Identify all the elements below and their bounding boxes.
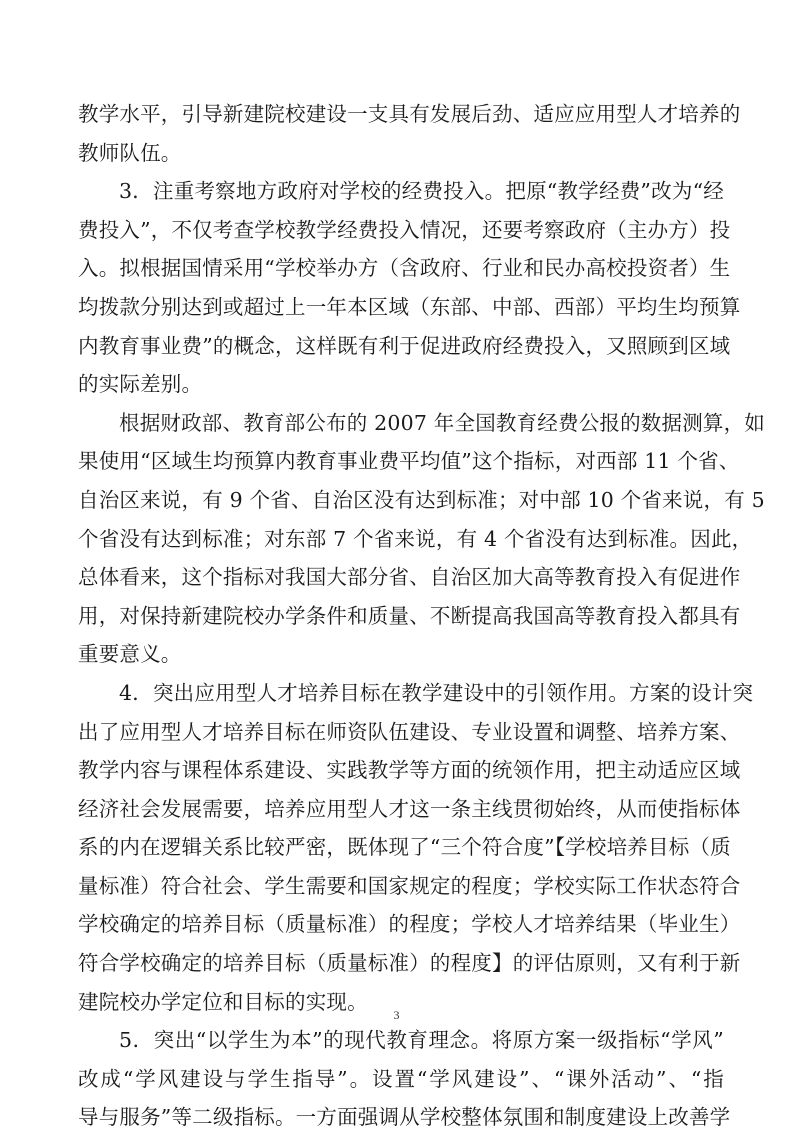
text-line: 系的内在逻辑关系比较严密，既体现了“三个符合度”【学校培养目标（质 (78, 835, 731, 860)
text-line: 根据财政部、教育部公布的 2007 年全国教育经费公报的数据测算，如 (119, 410, 766, 435)
text-line: 导与服务”等二级指标。一方面强调从学校整体氛围和制度建设上改善学 (78, 1105, 731, 1130)
text-line: 果使用“区域生均预算内教育事业费平均值”这个指标，对西部 11 个省、 (78, 449, 740, 474)
text-line: 教学水平，引导新建院校建设一支具有发展后劲、适应应用型人才培养的 (78, 102, 741, 126)
text-line: 5．突出“以学生为本”的现代教育理念。将原方案一级指标“学风” (119, 1028, 724, 1053)
text-line: 内教育事业费”的概念，这样既有利于促进政府经费投入，又照顾到区域 (78, 333, 731, 358)
text-line: 均拨款分别达到或超过上一年本区域（东部、中部、西部）平均生均预算 (78, 294, 741, 319)
text-line: 的实际差别。 (78, 372, 203, 397)
text-line: 符合学校确定的培养目标（质量标准）的程度】的评估原则，又有利于新 (78, 951, 741, 976)
text-line: 教学内容与课程体系建设、实践教学等方面的统领作用，把主动适应区域 (78, 758, 741, 783)
text-line: 4．突出应用型人才培养目标在教学建设中的引领作用。方案的设计突 (119, 680, 754, 705)
text-line: 经济社会发展需要，培养应用型人才这一条主线贯彻始终，从而使指标体 (78, 796, 741, 821)
text-line: 教师队伍。 (78, 140, 182, 165)
text-line: 费投入”，不仅考查学校教学经费投入情况，还要考察政府（主办方）投 (78, 217, 731, 242)
text-line: 用，对保持新建院校办学条件和质量、不断提高我国高等教育投入都具有 (78, 603, 741, 628)
text-line: 改成“学风建设与学生指导”。设置“学风建设”、“课外活动”、“指 (78, 1066, 724, 1091)
text-line: 个省没有达到标准；对东部 7 个省来说，有 4 个省没有达到标准。因此， (78, 526, 753, 551)
text-line: 总体看来，这个指标对我国大部分省、自治区加大高等教育投入有促进作 (78, 565, 741, 590)
text-line: 出了应用型人才培养目标在师资队伍建设、专业设置和调整、培养方案、 (78, 719, 741, 744)
text-line: 自治区来说，有 9 个省、自治区没有达到标准；对中部 10 个省来说，有 5 (78, 487, 765, 512)
page-number: 3 (393, 1008, 400, 1022)
text-line: 建院校办学定位和目标的实现。 (78, 989, 368, 1014)
text-line: 入。拟根据国情采用“学校举办方（含政府、行业和民办高校投资者）生 (78, 256, 731, 281)
text-line: 3．注重考察地方政府对学校的经费投入。把原“教学经费”改为“经 (119, 179, 724, 204)
text-line: 重要意义。 (78, 642, 182, 667)
text-line: 量标准）符合社会、学生需要和国家规定的程度；学校实际工作状态符合 (78, 873, 741, 898)
document-body (78, 95, 766, 1137)
text-line: 学校确定的培养目标（质量标准）的程度；学校人才培养结果（毕业生） (78, 912, 741, 937)
